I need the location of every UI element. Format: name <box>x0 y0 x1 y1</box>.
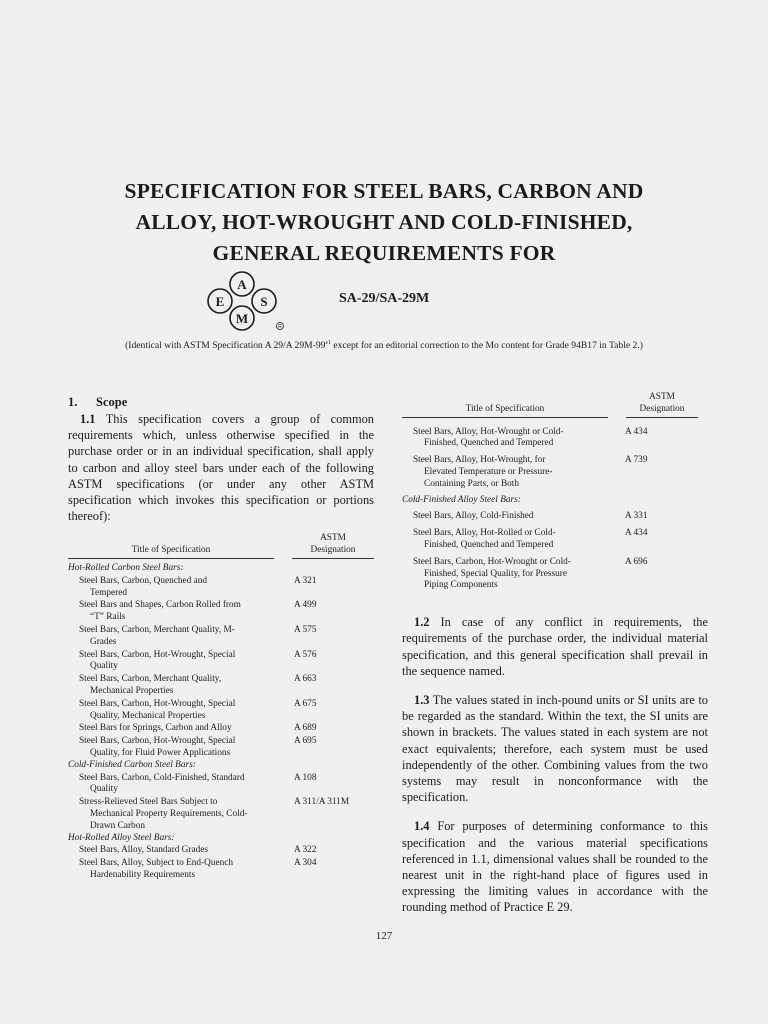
paragraph-number: 1.1 <box>80 412 96 426</box>
column-astm: ASTM <box>649 392 675 402</box>
specification-table-left <box>68 533 374 881</box>
paragraph-text: The values stated in inch-pound units or SI units are to be regarded as the standard. Within the text, the SI units are shown in brackets. The values stated in each system are not exact equivalents; therefore, each system must be used independently of the other. Combining values from the two systems may result in nonconformance with the specification. <box>402 692 708 805</box>
paragraph-number: 1.3 <box>414 692 430 707</box>
paragraph-1-2 <box>402 614 708 679</box>
table-row: Steel Bars, Alloy, Cold-Finished A 331 <box>413 511 648 522</box>
group-heading: Hot-Rolled Carbon Steel Bars: <box>68 563 184 574</box>
column-title: Title of Specification <box>68 545 274 559</box>
specification-table-right <box>402 392 708 592</box>
table-row: Steel Bars, Carbon, Hot-Wrought, Special Quality, Mechanical Properties A 675 <box>79 698 317 721</box>
table-row: Steel Bars, Carbon, Cold-Finished, Standard Quality A 108 <box>79 772 317 795</box>
right-column <box>402 392 708 929</box>
group-heading: Cold-Finished Carbon Steel Bars: <box>68 759 196 770</box>
column-astm: ASTM <box>320 533 346 544</box>
paragraph-1-1 <box>68 411 374 524</box>
table-row: Steel Bars, Carbon, Merchant Quality, M- Grades A 575 <box>79 625 317 647</box>
svg-text:R: R <box>278 324 282 330</box>
logo-letter-s: S <box>260 294 268 309</box>
title-line-3: GENERAL REQUIREMENTS FOR <box>212 241 556 265</box>
note-superscript: ε1 <box>325 340 331 346</box>
paragraph-1-3 <box>402 692 708 805</box>
table-row: Steel Bars, Alloy, Subject to End-Quench Hardenability Requirements A 304 <box>79 858 317 880</box>
table-header <box>68 533 374 559</box>
table-row: Steel Bars, Carbon, Merchant Quality, Mechanical Properties A 663 <box>79 674 317 696</box>
specification-designation: SA-29/SA-29M <box>339 291 430 306</box>
section-number: 1. <box>68 395 78 409</box>
table-row: Steel Bars and Shapes, Carbon Rolled from “T” Rails A 499 <box>79 600 317 623</box>
document-title <box>60 176 708 269</box>
paragraph-text: For purposes of determining conformance to this specification and the various material specifications referenced in 1.1, dimensional values shall be rounded to the nearest unit in the right-hand place of figures used in expressing the limiting values in accordance with the rounding method of Practice E 29. <box>402 819 708 915</box>
table-row: Steel Bars, Alloy, Standard Grades A 322 <box>79 845 317 856</box>
column-designation <box>626 392 698 418</box>
table-row: Steel Bars, Alloy, Hot-Wrought, for Elevated Temperature or Pressure- Containing Parts, or Both A 739 <box>413 455 648 489</box>
table-row: Steel Bars for Springs, Carbon and Alloy A 689 <box>79 723 317 734</box>
page-number: 127 <box>375 930 393 942</box>
table-header <box>402 392 708 418</box>
table-row: Steel Bars, Carbon, Hot-Wrought or Cold- Finished, Special Quality, for Pressure Piping Components A 696 <box>413 556 648 591</box>
paragraph-1-4 <box>402 818 708 915</box>
asme-logo <box>198 270 286 332</box>
paragraph-text: This specification covers a group of common requirements which, unless otherwise specified in the purchase order or in an individual specification, shall apply to carbon and alloy steel bars under each of the following ASTM specifications (or under any other ASTM specification which invokes this specification or portions thereof): <box>68 412 374 524</box>
scope-paragraphs <box>402 614 708 915</box>
left-column <box>68 395 374 882</box>
column-title: Title of Specification <box>402 404 608 418</box>
identical-with-note <box>0 340 768 351</box>
column-designation <box>292 533 374 559</box>
column-designation-label: Designation <box>310 545 356 556</box>
section-heading <box>68 395 374 410</box>
table-row: Steel Bars, Carbon, Quenched and Tempered A 321 <box>79 575 317 598</box>
table-row: Stress-Relieved Steel Bars Subject to Mechanical Property Requirements, Cold- Drawn Carbon A 311/A 311M <box>79 797 350 831</box>
paragraph-number: 1.2 <box>414 615 430 630</box>
table-row: Steel Bars, Carbon, Hot-Wrought, Special Quality, for Fluid Power Applications A 695 <box>79 736 317 758</box>
title-line-2: ALLOY, HOT-WROUGHT AND COLD-FINISHED, <box>135 210 633 234</box>
logo-letter-a: A <box>237 277 247 292</box>
group-heading: Hot-Rolled Alloy Steel Bars: <box>68 832 175 843</box>
table-row: Steel Bars, Carbon, Hot-Wrought, Special Quality A 576 <box>79 649 317 672</box>
table-row: Steel Bars, Alloy, Hot-Wrought or Cold- Finished, Quenched and Tempered A 434 <box>413 426 648 449</box>
column-designation-label: Designation <box>639 403 685 414</box>
note-text-end: except for an editorial correction to the Mo content for Grade 94B17 in Table 2.) <box>331 340 643 352</box>
table-row: Steel Bars, Alloy, Hot-Rolled or Cold- Finished, Quenched and Tempered A 434 <box>413 528 648 550</box>
paragraph-number: 1.4 <box>414 819 430 834</box>
logo-letter-m: M <box>235 311 249 326</box>
note-text: (Identical with ASTM Specification A 29/A 29M-99 <box>125 340 326 352</box>
title-line-1: SPECIFICATION FOR STEEL BARS, CARBON AND <box>124 179 644 203</box>
section-title: Scope <box>96 395 128 409</box>
logo-letter-e: E <box>215 294 225 309</box>
paragraph-text: In case of any conflict in requirements, the requirements of the purchase order, the individual material specification, and this general specification shall prevail in the sequence named. <box>402 615 708 678</box>
group-heading: Cold-Finished Alloy Steel Bars: <box>402 494 521 505</box>
